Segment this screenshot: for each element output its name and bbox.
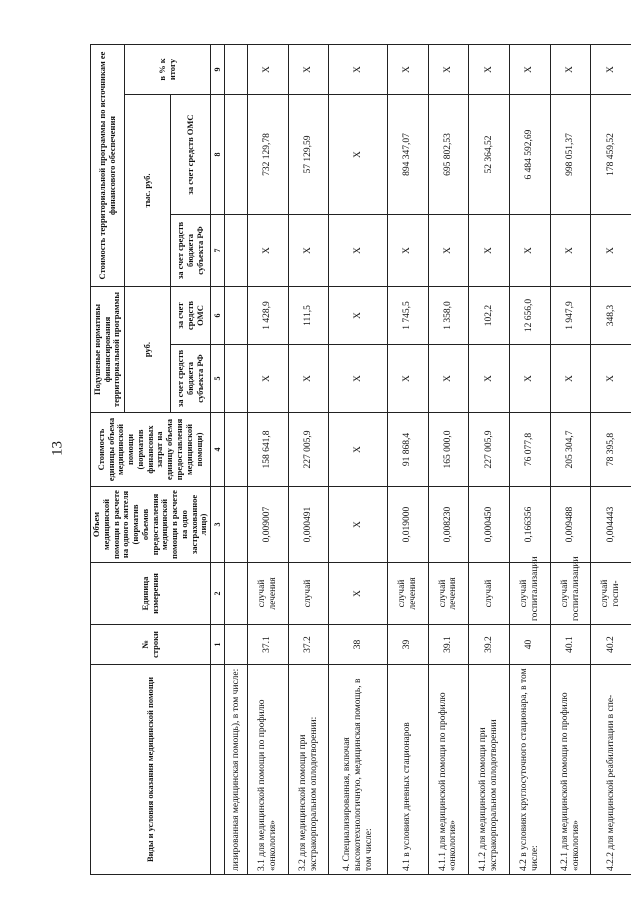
- row-unit: случай госпитализации: [510, 563, 551, 625]
- row-number: 40.2: [591, 625, 631, 665]
- row-unit-cost: 158 641,8: [247, 413, 288, 487]
- table-row: [247, 45, 288, 875]
- page-number: 13: [49, 441, 66, 456]
- row-cost-budget: X: [550, 215, 591, 287]
- header-col-cost-oms: за счет средств ОМС: [171, 95, 211, 215]
- row-unit: случай лечения: [428, 563, 469, 625]
- row-pn-oms: 1 745,5: [387, 287, 428, 345]
- column-number: 3: [211, 487, 225, 563]
- row-volume: [225, 487, 248, 563]
- row-cost-budget: X: [329, 215, 388, 287]
- rotated-table-container: [90, 45, 622, 875]
- row-cost-budget: X: [387, 215, 428, 287]
- row-name: 4.2 в условиях круглосуточного стационара, в том числе:: [510, 665, 551, 875]
- table-row: [428, 45, 469, 875]
- row-unit: случай лечения: [387, 563, 428, 625]
- row-percent: X: [428, 45, 469, 95]
- row-number: 37.2: [288, 625, 329, 665]
- header-col-percent: в % к итогу: [125, 45, 211, 95]
- row-pn-oms: X: [329, 287, 388, 345]
- row-pn-budget: X: [247, 345, 288, 413]
- row-unit: случай: [469, 563, 510, 625]
- column-number: 1: [211, 625, 225, 665]
- row-name: 4. Специализированная, включая высокотехнологичную, медицинская помощь, в том числе:: [329, 665, 388, 875]
- row-number: 39: [387, 625, 428, 665]
- row-unit-cost: 76 077,8: [510, 413, 551, 487]
- row-pn-oms: [225, 287, 248, 345]
- column-number: 9: [211, 45, 225, 95]
- row-pn-budget: X: [550, 345, 591, 413]
- header-col-type: Виды и условия оказания медицинской помощи: [91, 665, 211, 875]
- row-cost-budget: [225, 215, 248, 287]
- row-unit: случай госпи-: [591, 563, 631, 625]
- row-unit-cost: X: [329, 413, 388, 487]
- row-cost-oms: 178 459,52: [591, 95, 631, 215]
- row-cost-oms: 998 051,37: [550, 95, 591, 215]
- header-unit-rub: руб.: [125, 287, 171, 413]
- header-col-pn-oms: за счет средств ОМС: [171, 287, 211, 345]
- row-volume: 0,009488: [550, 487, 591, 563]
- column-number: 2: [211, 563, 225, 625]
- row-volume: 0,000491: [288, 487, 329, 563]
- row-unit-cost: 78 395,8: [591, 413, 631, 487]
- header-col-pn-budget: за счет средств бюджета субъекта РФ: [171, 345, 211, 413]
- table-row: [510, 45, 551, 875]
- row-cost-budget: X: [469, 215, 510, 287]
- row-name: лизированная медицинская помощь), в том числе:: [225, 665, 248, 875]
- table-row: [550, 45, 591, 875]
- row-number: 40.1: [550, 625, 591, 665]
- row-cost-budget: X: [591, 215, 631, 287]
- table-body: [225, 45, 631, 875]
- row-name: 4.2.2 для медицинской реабилитации в спе-: [591, 665, 631, 875]
- financing-table: [90, 44, 631, 875]
- row-number: 37.1: [247, 625, 288, 665]
- header-col-volume: Объем медицинской помощи в расчете на одного жителя (норматив объемов предоставления медицинской помощи в расчете на одно застрахованное лицо): [91, 487, 211, 563]
- row-unit: случай лечения: [247, 563, 288, 625]
- table-row: [469, 45, 510, 875]
- row-pn-budget: X: [591, 345, 631, 413]
- table-row: [387, 45, 428, 875]
- row-name: 4.1 в условиях дневных стационаров: [387, 665, 428, 875]
- row-pn-budget: X: [387, 345, 428, 413]
- row-pn-budget: X: [510, 345, 551, 413]
- row-number: [225, 625, 248, 665]
- row-pn-oms: 1 428,9: [247, 287, 288, 345]
- row-name: 4.1.1 для медицинской помощи по профилю «онкология»: [428, 665, 469, 875]
- row-pn-oms: 12 656,0: [510, 287, 551, 345]
- row-name: 3.1 для медицинской помощи по профилю «онкология»: [247, 665, 288, 875]
- row-cost-oms: 695 802,53: [428, 95, 469, 215]
- header-group-program-cost: Стоимость территориальной программы по источникам ее финансового обеспечения: [91, 45, 125, 287]
- row-cost-budget: X: [428, 215, 469, 287]
- header-col-unit-cost: Стоимость единицы объема медицинской помощи (норматив финансовых затрат на единицу объема предоставления медицинской помощи): [91, 413, 211, 487]
- row-volume: 0,004443: [591, 487, 631, 563]
- row-unit-cost: [225, 413, 248, 487]
- table-row: [591, 45, 631, 875]
- row-unit: X: [329, 563, 388, 625]
- row-number: 40: [510, 625, 551, 665]
- row-percent: X: [550, 45, 591, 95]
- row-unit: случай: [288, 563, 329, 625]
- row-unit-cost: 227 005,9: [288, 413, 329, 487]
- column-number: 8: [211, 95, 225, 215]
- row-cost-budget: X: [510, 215, 551, 287]
- row-unit: случай госпитализации: [550, 563, 591, 625]
- row-cost-oms: 732 129,78: [247, 95, 288, 215]
- header-col-cost-budget: за счет средств бюджета субъекта РФ: [171, 215, 211, 287]
- table-row: [329, 45, 388, 875]
- column-number: 6: [211, 287, 225, 345]
- row-name: 4.2.1 для медицинской помощи по профилю «онкология»: [550, 665, 591, 875]
- table-row: [225, 45, 248, 875]
- row-cost-oms: 52 364,52: [469, 95, 510, 215]
- row-number: 39.1: [428, 625, 469, 665]
- row-percent: X: [510, 45, 551, 95]
- row-pn-oms: 111,5: [288, 287, 329, 345]
- table-row: [288, 45, 329, 875]
- header-group-per-capita: Подушевые нормативы финансирования территориальной программы: [91, 287, 125, 413]
- row-percent: X: [469, 45, 510, 95]
- row-pn-budget: X: [469, 345, 510, 413]
- column-numbers-row: [211, 45, 225, 875]
- row-percent: X: [329, 45, 388, 95]
- row-cost-oms: X: [329, 95, 388, 215]
- row-pn-oms: 348,3: [591, 287, 631, 345]
- row-percent: X: [288, 45, 329, 95]
- header-col-unit: Единица измерения: [91, 563, 211, 625]
- row-cost-oms: 6 484 592,69: [510, 95, 551, 215]
- row-pn-budget: [225, 345, 248, 413]
- row-percent: X: [247, 45, 288, 95]
- header-col-row-number: № строки: [91, 625, 211, 665]
- row-cost-budget: X: [247, 215, 288, 287]
- row-cost-oms: 57 129,59: [288, 95, 329, 215]
- row-name: 3.2 для медицинской помощи при экстракорпоральном оплодотворении:: [288, 665, 329, 875]
- row-volume: 0,009007: [247, 487, 288, 563]
- row-unit: [225, 563, 248, 625]
- row-pn-budget: X: [329, 345, 388, 413]
- row-volume: X: [329, 487, 388, 563]
- row-percent: X: [591, 45, 631, 95]
- row-cost-oms: [225, 95, 248, 215]
- row-unit-cost: 165 000,0: [428, 413, 469, 487]
- row-volume: 0,166356: [510, 487, 551, 563]
- row-unit-cost: 227 005,9: [469, 413, 510, 487]
- row-percent: [225, 45, 248, 95]
- row-unit-cost: 91 868,4: [387, 413, 428, 487]
- row-pn-budget: X: [428, 345, 469, 413]
- row-cost-oms: 894 347,07: [387, 95, 428, 215]
- row-name: 4.1.2 для медицинской помощи при экстракорпоральном оплодотворении: [469, 665, 510, 875]
- row-number: 38: [329, 625, 388, 665]
- column-number: 7: [211, 215, 225, 287]
- row-cost-budget: X: [288, 215, 329, 287]
- row-volume: 0,000450: [469, 487, 510, 563]
- column-number: 4: [211, 413, 225, 487]
- row-unit-cost: 205 304,7: [550, 413, 591, 487]
- row-pn-oms: 1 358,0: [428, 287, 469, 345]
- row-pn-oms: 1 947,9: [550, 287, 591, 345]
- row-pn-oms: 102,2: [469, 287, 510, 345]
- row-volume: 0,019000: [387, 487, 428, 563]
- row-percent: X: [387, 45, 428, 95]
- row-pn-budget: X: [288, 345, 329, 413]
- row-number: 39.2: [469, 625, 510, 665]
- header-unit-thousand-rub: тыс. руб.: [125, 95, 171, 287]
- row-volume: 0,008230: [428, 487, 469, 563]
- column-number: 5: [211, 345, 225, 413]
- column-number: [211, 665, 225, 875]
